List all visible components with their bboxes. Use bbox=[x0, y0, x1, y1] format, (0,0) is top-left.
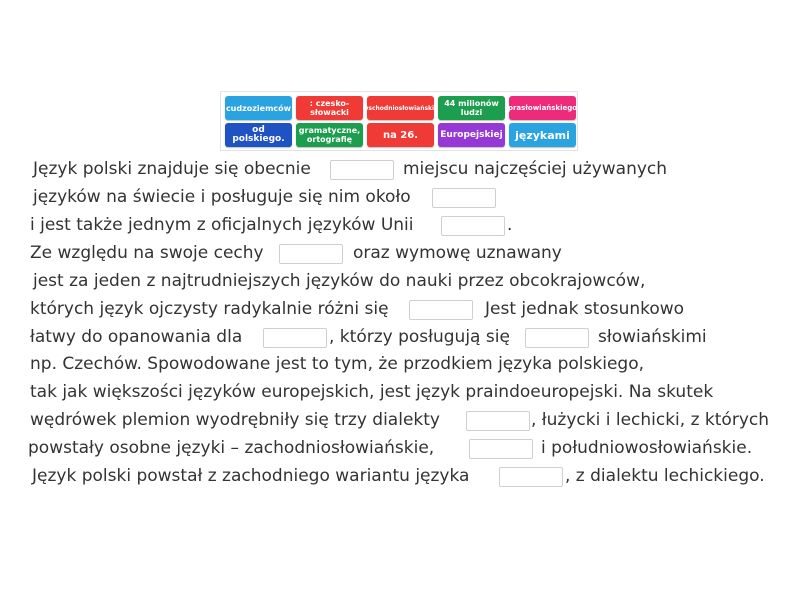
word-tile-od-polskiego[interactable]: od polskiego. bbox=[225, 123, 292, 147]
text-segment: Język polski powstał z zachodniego wariantu języka bbox=[32, 466, 470, 486]
word-tile-gramatyczne-ortografie[interactable]: gramatyczne, ortografię bbox=[296, 123, 363, 147]
text-segment: , łużycki i lechicki, z których bbox=[531, 410, 769, 430]
answer-blank-1[interactable] bbox=[330, 160, 394, 180]
answer-blank-4[interactable] bbox=[279, 244, 343, 264]
word-tile-wschodnioslowianskie[interactable]: wschodniosłowiańskie bbox=[367, 96, 434, 120]
text-segment: Ze względu na swoje cechy bbox=[30, 243, 264, 263]
word-tile-praslowianskiego[interactable]: prasłowiańskiego bbox=[509, 96, 576, 120]
word-tile-jezykami[interactable]: językami bbox=[509, 123, 576, 147]
text-segment: , którzy posługują się bbox=[329, 327, 510, 347]
answer-blank-9[interactable] bbox=[469, 439, 533, 459]
answer-blank-3[interactable] bbox=[441, 216, 505, 236]
answer-blank-7[interactable] bbox=[525, 328, 589, 348]
text-segment: których język ojczysty radykalnie różni się bbox=[30, 299, 389, 319]
answer-blank-2[interactable] bbox=[432, 188, 496, 208]
word-tile-na-26[interactable]: na 26. bbox=[367, 123, 434, 147]
answer-blank-8[interactable] bbox=[466, 411, 530, 431]
text-segment: powstały osobne języki – zachodniosłowiańskie, bbox=[28, 438, 435, 458]
text-segment: łatwy do opanowania dla bbox=[30, 327, 243, 347]
text-segment: tak jak większości języków europejskich, jest język praindoeuropejski. Na skutek bbox=[30, 382, 714, 402]
text-segment: wędrówek plemion wyodrębniły się trzy dialekty bbox=[30, 410, 440, 430]
word-bank bbox=[220, 91, 578, 151]
text-segment: miejscu najczęściej używanych bbox=[403, 159, 668, 179]
answer-blank-5[interactable] bbox=[409, 300, 473, 320]
word-tile-cudzoziemcow[interactable]: cudzoziemców bbox=[225, 96, 292, 120]
text-segment: jest za jeden z najtrudniejszych języków do nauki przez obcokrajowców, bbox=[33, 271, 646, 291]
text-segment: i jest także jednym z oficjalnych języków Unii bbox=[30, 215, 414, 235]
word-tile-czesko-slowacki[interactable]: : czesko-słowacki bbox=[296, 96, 363, 120]
answer-blank-6[interactable] bbox=[263, 328, 327, 348]
text-segment: i południowosłowiańskie. bbox=[541, 438, 753, 458]
text-segment: oraz wymowę uznawany bbox=[353, 243, 562, 263]
text-segment: Jest jednak stosunkowo bbox=[485, 299, 685, 319]
word-tile-europejskiej[interactable]: Europejskiej bbox=[438, 123, 505, 147]
text-segment: słowiańskimi bbox=[598, 327, 707, 347]
answer-blank-10[interactable] bbox=[499, 467, 563, 487]
word-tile-44-milionow-ludzi[interactable]: 44 milionów ludzi bbox=[438, 96, 505, 120]
text-segment: np. Czechów. Spowodowane jest to tym, że przodkiem języka polskiego, bbox=[30, 354, 645, 374]
text-segment: . bbox=[507, 215, 513, 235]
text-segment: Język polski znajduje się obecnie bbox=[33, 159, 311, 179]
text-segment: języków na świecie i posługuje się nim około bbox=[33, 187, 411, 207]
text-segment: , z dialektu lechickiego. bbox=[565, 466, 765, 486]
